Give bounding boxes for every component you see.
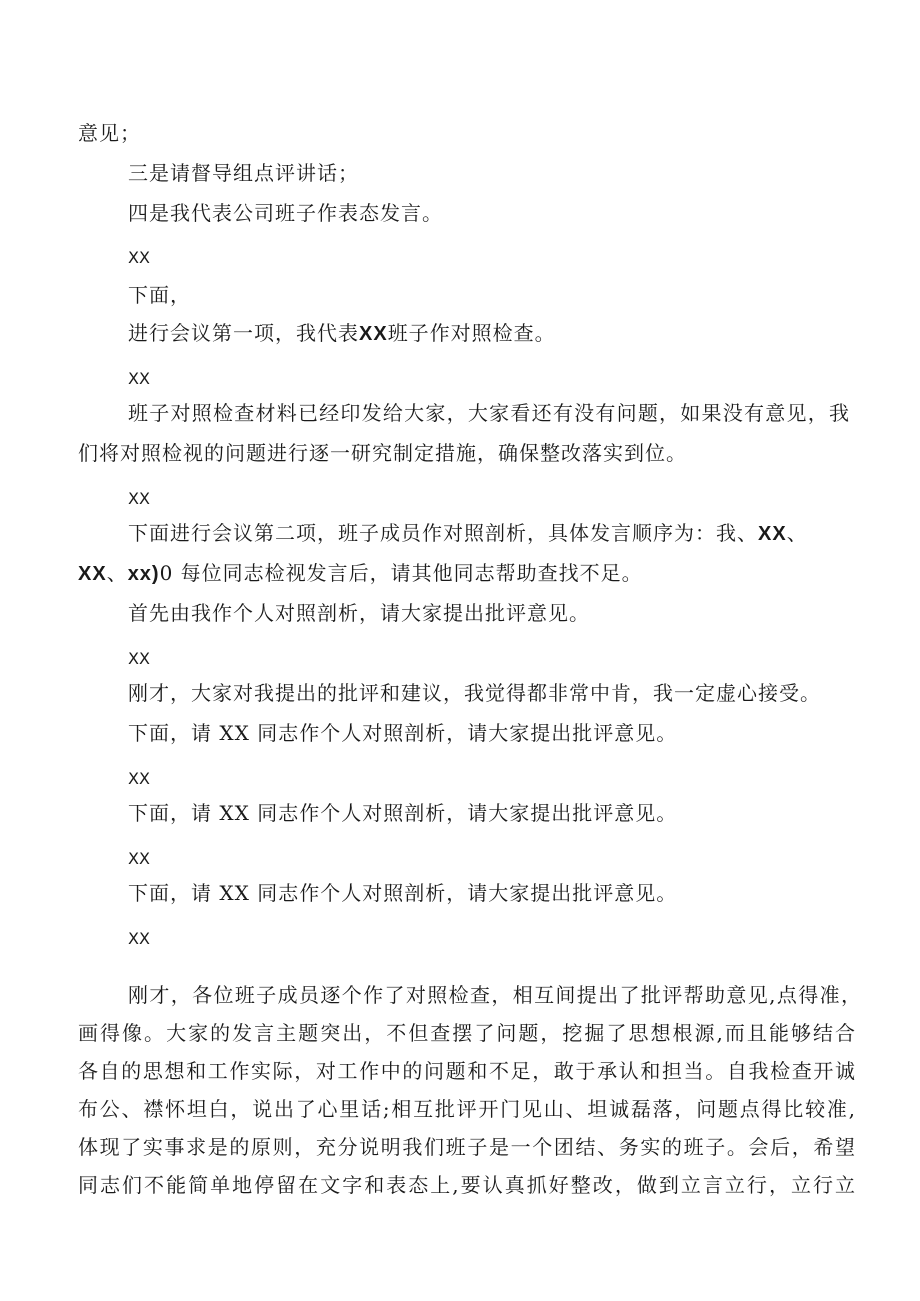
text-run: 、	[786, 521, 808, 545]
text-run-bold: xx)	[127, 563, 160, 585]
speaker-label: XX	[128, 929, 150, 948]
text-run-bold: XX	[758, 523, 787, 545]
text-run: 进行会议第一项，我代表	[128, 321, 359, 345]
paragraph-line: 刚才，大家对我提出的批评和建议，我觉得都非常中肯，我一定虚心接受。	[128, 681, 821, 705]
text-run-bold: XX	[359, 323, 388, 345]
paragraph-line: 布公、襟怀坦白，说出了心里话;相互批评开门见山、坦诚磊落，问题点得比较准,	[78, 1097, 856, 1121]
text-run: 0 每位同志检视发言后，请其他同志帮助查找不足。	[159, 561, 643, 585]
paragraph-line: 下面，请 XX 同志作个人对照剖析，请大家提出批评意见。	[128, 721, 678, 745]
speaker-label: XX	[128, 248, 150, 267]
paragraph-line: 班子对照检查材料已经印发给大家，大家看还有没有问题，如果没有意见，我	[128, 401, 850, 425]
paragraph-line: 体现了实事求是的原则，充分说明我们班子是一个团结、务实的班子。会后，希望	[78, 1135, 856, 1159]
paragraph-line: 首先由我作个人对照剖析，请大家提出批评意见。	[128, 601, 590, 625]
paragraph-line: 画得像。大家的发言主题突出，不但查摆了问题，挖掘了思想根源,而且能够结合	[78, 1021, 856, 1045]
text-run-bold: XX	[78, 563, 107, 585]
paragraph-line: 下面，请 XX 同志作个人对照剖析，请大家提出批评意见。	[128, 801, 678, 825]
paragraph-line: 三是请督导组点评讲话；	[128, 161, 359, 185]
paragraph-line: 各自的思想和工作实际，对工作中的问题和不足，敢于承认和担当。自我检查开诚	[78, 1059, 856, 1083]
speaker-label: XX	[128, 769, 150, 788]
paragraph-line: 意见；	[78, 121, 141, 145]
speaker-label: XX	[128, 849, 150, 868]
speaker-label: XX	[128, 369, 150, 388]
paragraph-line: 下面，	[128, 283, 191, 307]
paragraph-line	[128, 520, 808, 547]
paragraph-line: 刚才，各位班子成员逐个作了对照检查，相互间提出了批评帮助意见,点得准，	[128, 983, 862, 1007]
speaker-label: XX	[128, 649, 150, 668]
paragraph-line: 下面，请 XX 同志作个人对照剖析，请大家提出批评意见。	[128, 881, 678, 905]
paragraph-line: 们将对照检视的问题进行逐一研究制定措施，确保整改落实到位。	[78, 441, 687, 465]
text-run: 、	[106, 561, 128, 585]
text-run: 班子作对照检查。	[387, 321, 556, 345]
paragraph-line: 同志们不能简单地停留在文字和表态上,要认真抓好整改，做到立言立行，立行立	[78, 1173, 856, 1197]
speaker-label: XX	[128, 489, 150, 508]
paragraph-line	[78, 560, 643, 587]
paragraph-line: 四是我代表公司班子作表态发言。	[128, 201, 443, 225]
text-run: 下面进行会议第二项，班子成员作对照剖析，具体发言顺序为：我、	[128, 521, 758, 545]
paragraph-line	[128, 320, 556, 347]
